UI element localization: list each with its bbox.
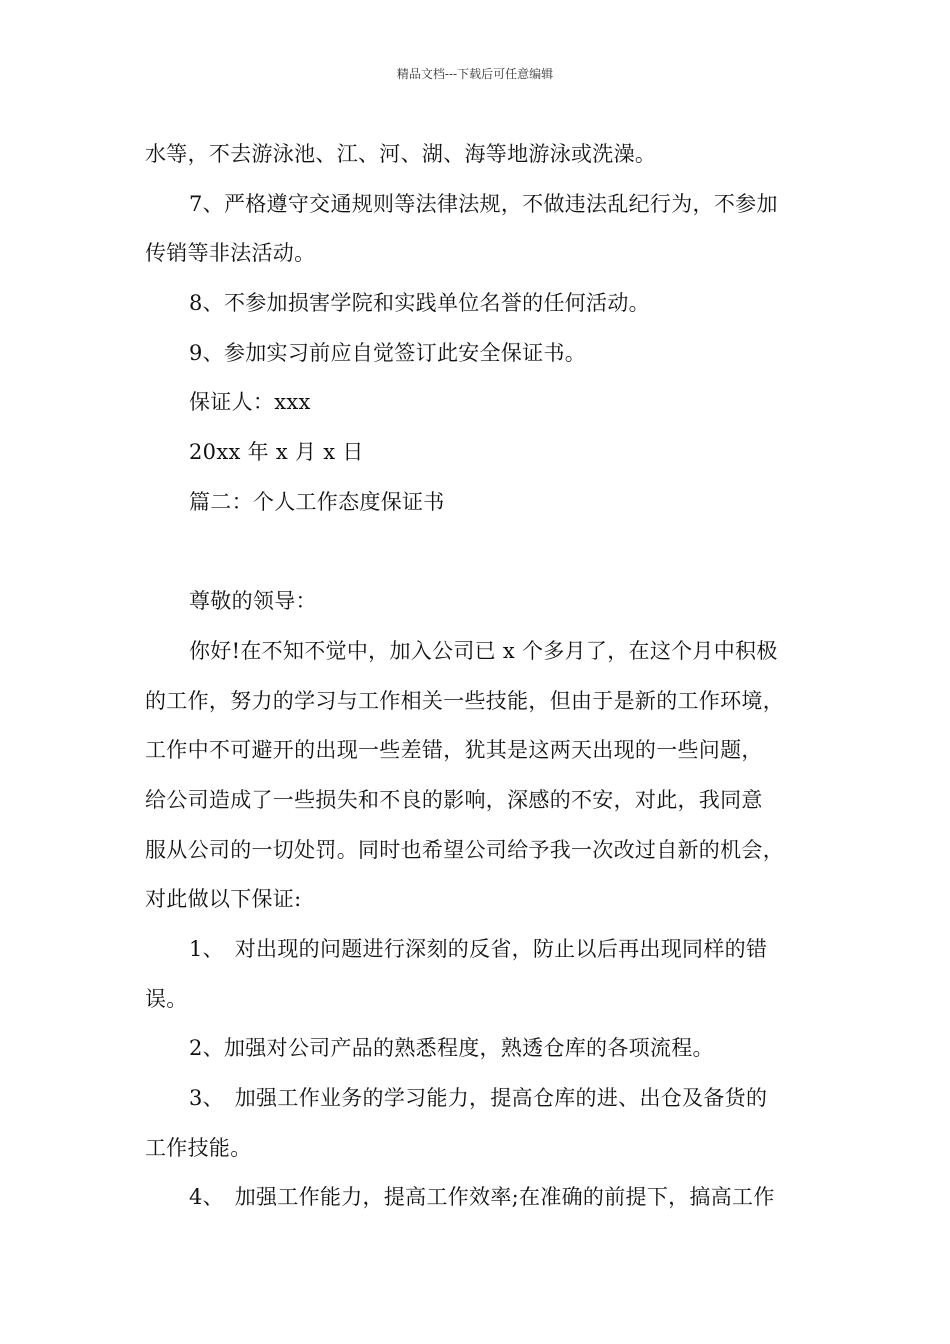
document-body	[145, 130, 815, 1223]
page-header: 精品文档---下载后可任意编辑	[396, 67, 554, 81]
paragraph-line: 传销等非法活动。	[145, 241, 316, 266]
paragraph-line: 给公司造成了一些损失和不良的影响，深感的不安，对此，我同意	[145, 787, 763, 812]
salutation: 尊敬的领导：	[189, 589, 317, 614]
paragraph-line: 你好!在不知不觉中，加入公司已 x 个多月了，在这个月中积极	[189, 638, 778, 663]
paragraph-line: 7、严格遵守交通规则等法律法规，不做违法乱纪行为，不参加	[189, 191, 778, 216]
signatory-line: 保证人：xxx	[189, 390, 311, 415]
paragraph-line: 的工作，努力的学习与工作相关一些技能，但由于是新的工作环境，	[145, 688, 784, 713]
section-title: 篇二：个人工作态度保证书	[189, 489, 445, 514]
blank-line	[145, 528, 815, 578]
paragraph-line: 工作中不可避开的出现一些差错，犹其是这两天出现的一些问题，	[145, 738, 763, 763]
list-item-line: 1、 对出现的问题进行深刻的反省，防止以后再出现同样的错	[189, 937, 768, 961]
list-item-line: 误。	[145, 986, 188, 1011]
list-item-line: 4、 加强工作能力，提高工作效率;在准确的前提下，搞高工作	[189, 1185, 775, 1210]
list-item-line: 2、加强对公司产品的熟悉程度，熟透仓库的各项流程。	[189, 1036, 714, 1061]
list-item-line: 工作技能。	[145, 1135, 252, 1160]
paragraph-line: 9、参加实习前应自觉签订此安全保证书。	[189, 340, 587, 365]
paragraph-line: 水等，不去游泳池、江、河、湖、海等地游泳或洗澡。	[145, 142, 657, 166]
date-line: 20xx 年 x 月 x 日	[189, 440, 364, 465]
list-item-line: 3、 加强工作业务的学习能力，提高仓库的进、出仓及备货的	[189, 1086, 768, 1111]
paragraph-line: 对此做以下保证:	[145, 887, 302, 912]
paragraph-line: 8、不参加损害学院和实践单位名誉的任何活动。	[189, 291, 650, 316]
paragraph-line: 服从公司的一切处罚。同时也希望公司给予我一次改过自新的机会，	[145, 837, 784, 862]
